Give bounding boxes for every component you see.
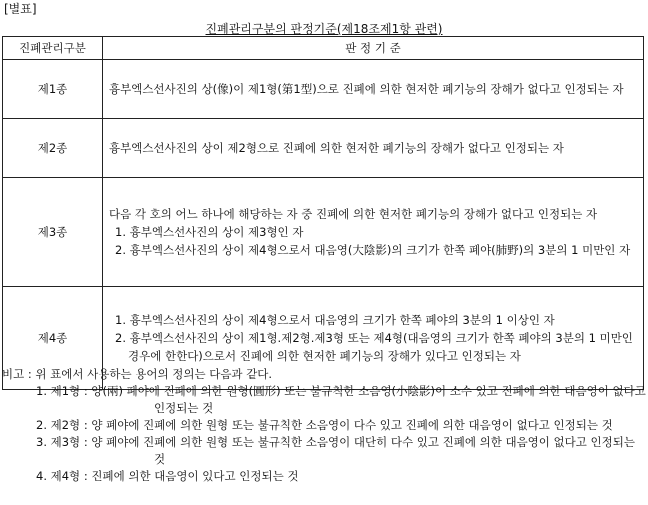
row-criteria [103,119,644,178]
criteria-line: 흉부엑스선사진의 상이 제2형으로 진폐에 의한 현저한 폐기능의 장해가 없다고 인정되는 자 [109,141,564,155]
table-row [3,178,644,287]
row-category: 제2종 [3,119,103,178]
header-criteria: 판 정 기 준 [103,37,644,60]
row-criteria [103,178,644,287]
remarks-item: 3. 제3형 : 양 폐야에 진폐에 의한 원형 또는 불규칙한 소음영이 대단히 다수 있고 진폐에 의한 대음영이 없다고 인정되는 것 [36,435,635,466]
row-category: 제4종 [3,287,103,390]
table-header-row [3,37,644,60]
remarks-intro: 비고 : 위 표에서 사용하는 용어의 정의는 다음과 같다. [2,367,273,381]
remarks-item: 2. 제2형 : 양 폐야에 진폐에 의한 원형 또는 불규칙한 소음영이 다수 있고 진폐에 의한 대음영이 없다고 인정되는 것 [36,418,613,432]
remarks [2,366,646,485]
criteria-item: 2. 흉부엑스선사진의 상이 제1형.제2형.제3형 또는 제4형(대음영의 크기가 한쪽 폐야의 3분의 1 미만인 경우에 한한다)으로서 진폐에 의한 현저한 폐기능의 장해가 있다고 인정되는 자 [115,331,633,363]
table-row [3,60,644,119]
document-title: 진폐관리구분의 판정기준(제18조제1항 관련) [205,22,443,36]
row-category: 제1종 [3,60,103,119]
criteria-item: 1. 흉부엑스선사진의 상이 제3형인 자 [115,225,304,239]
criteria-line: 다음 각 호의 어느 하나에 해당하는 자 중 진폐에 의한 현저한 폐기능의 장해가 없다고 인정되는 자 [109,207,598,221]
annex-tag: [별표] [4,2,37,16]
criteria-line: 흉부엑스선사진의 상(像)이 제1형(第1型)으로 진폐에 의한 현저한 폐기능의 장해가 없다고 인정되는 자 [109,82,624,96]
header-category: 진폐관리구분 [3,37,103,60]
remarks-item: 1. 제1형 : 양(兩) 폐야에 진폐에 의한 원형(圓形) 또는 불규칙한 소음영(小陰影)이 소수 있고 진폐에 의한 대음영이 없다고 인정되는 것 [36,384,646,415]
table-row [3,119,644,178]
criteria-item: 2. 흉부엑스선사진의 상이 제4형으로서 대음영(大陰影)의 크기가 한쪽 폐야(肺野)의 3분의 1 미만인 자 [115,243,631,257]
remarks-item: 4. 제4형 : 진폐에 의한 대음영이 있다고 인정되는 것 [36,469,299,483]
row-category: 제3종 [3,178,103,287]
criteria-item: 1. 흉부엑스선사진의 상이 제4형으로서 대음영의 크기가 한쪽 폐야의 3분의 1 이상인 자 [115,313,555,327]
criteria-table [2,36,644,390]
row-criteria [103,60,644,119]
